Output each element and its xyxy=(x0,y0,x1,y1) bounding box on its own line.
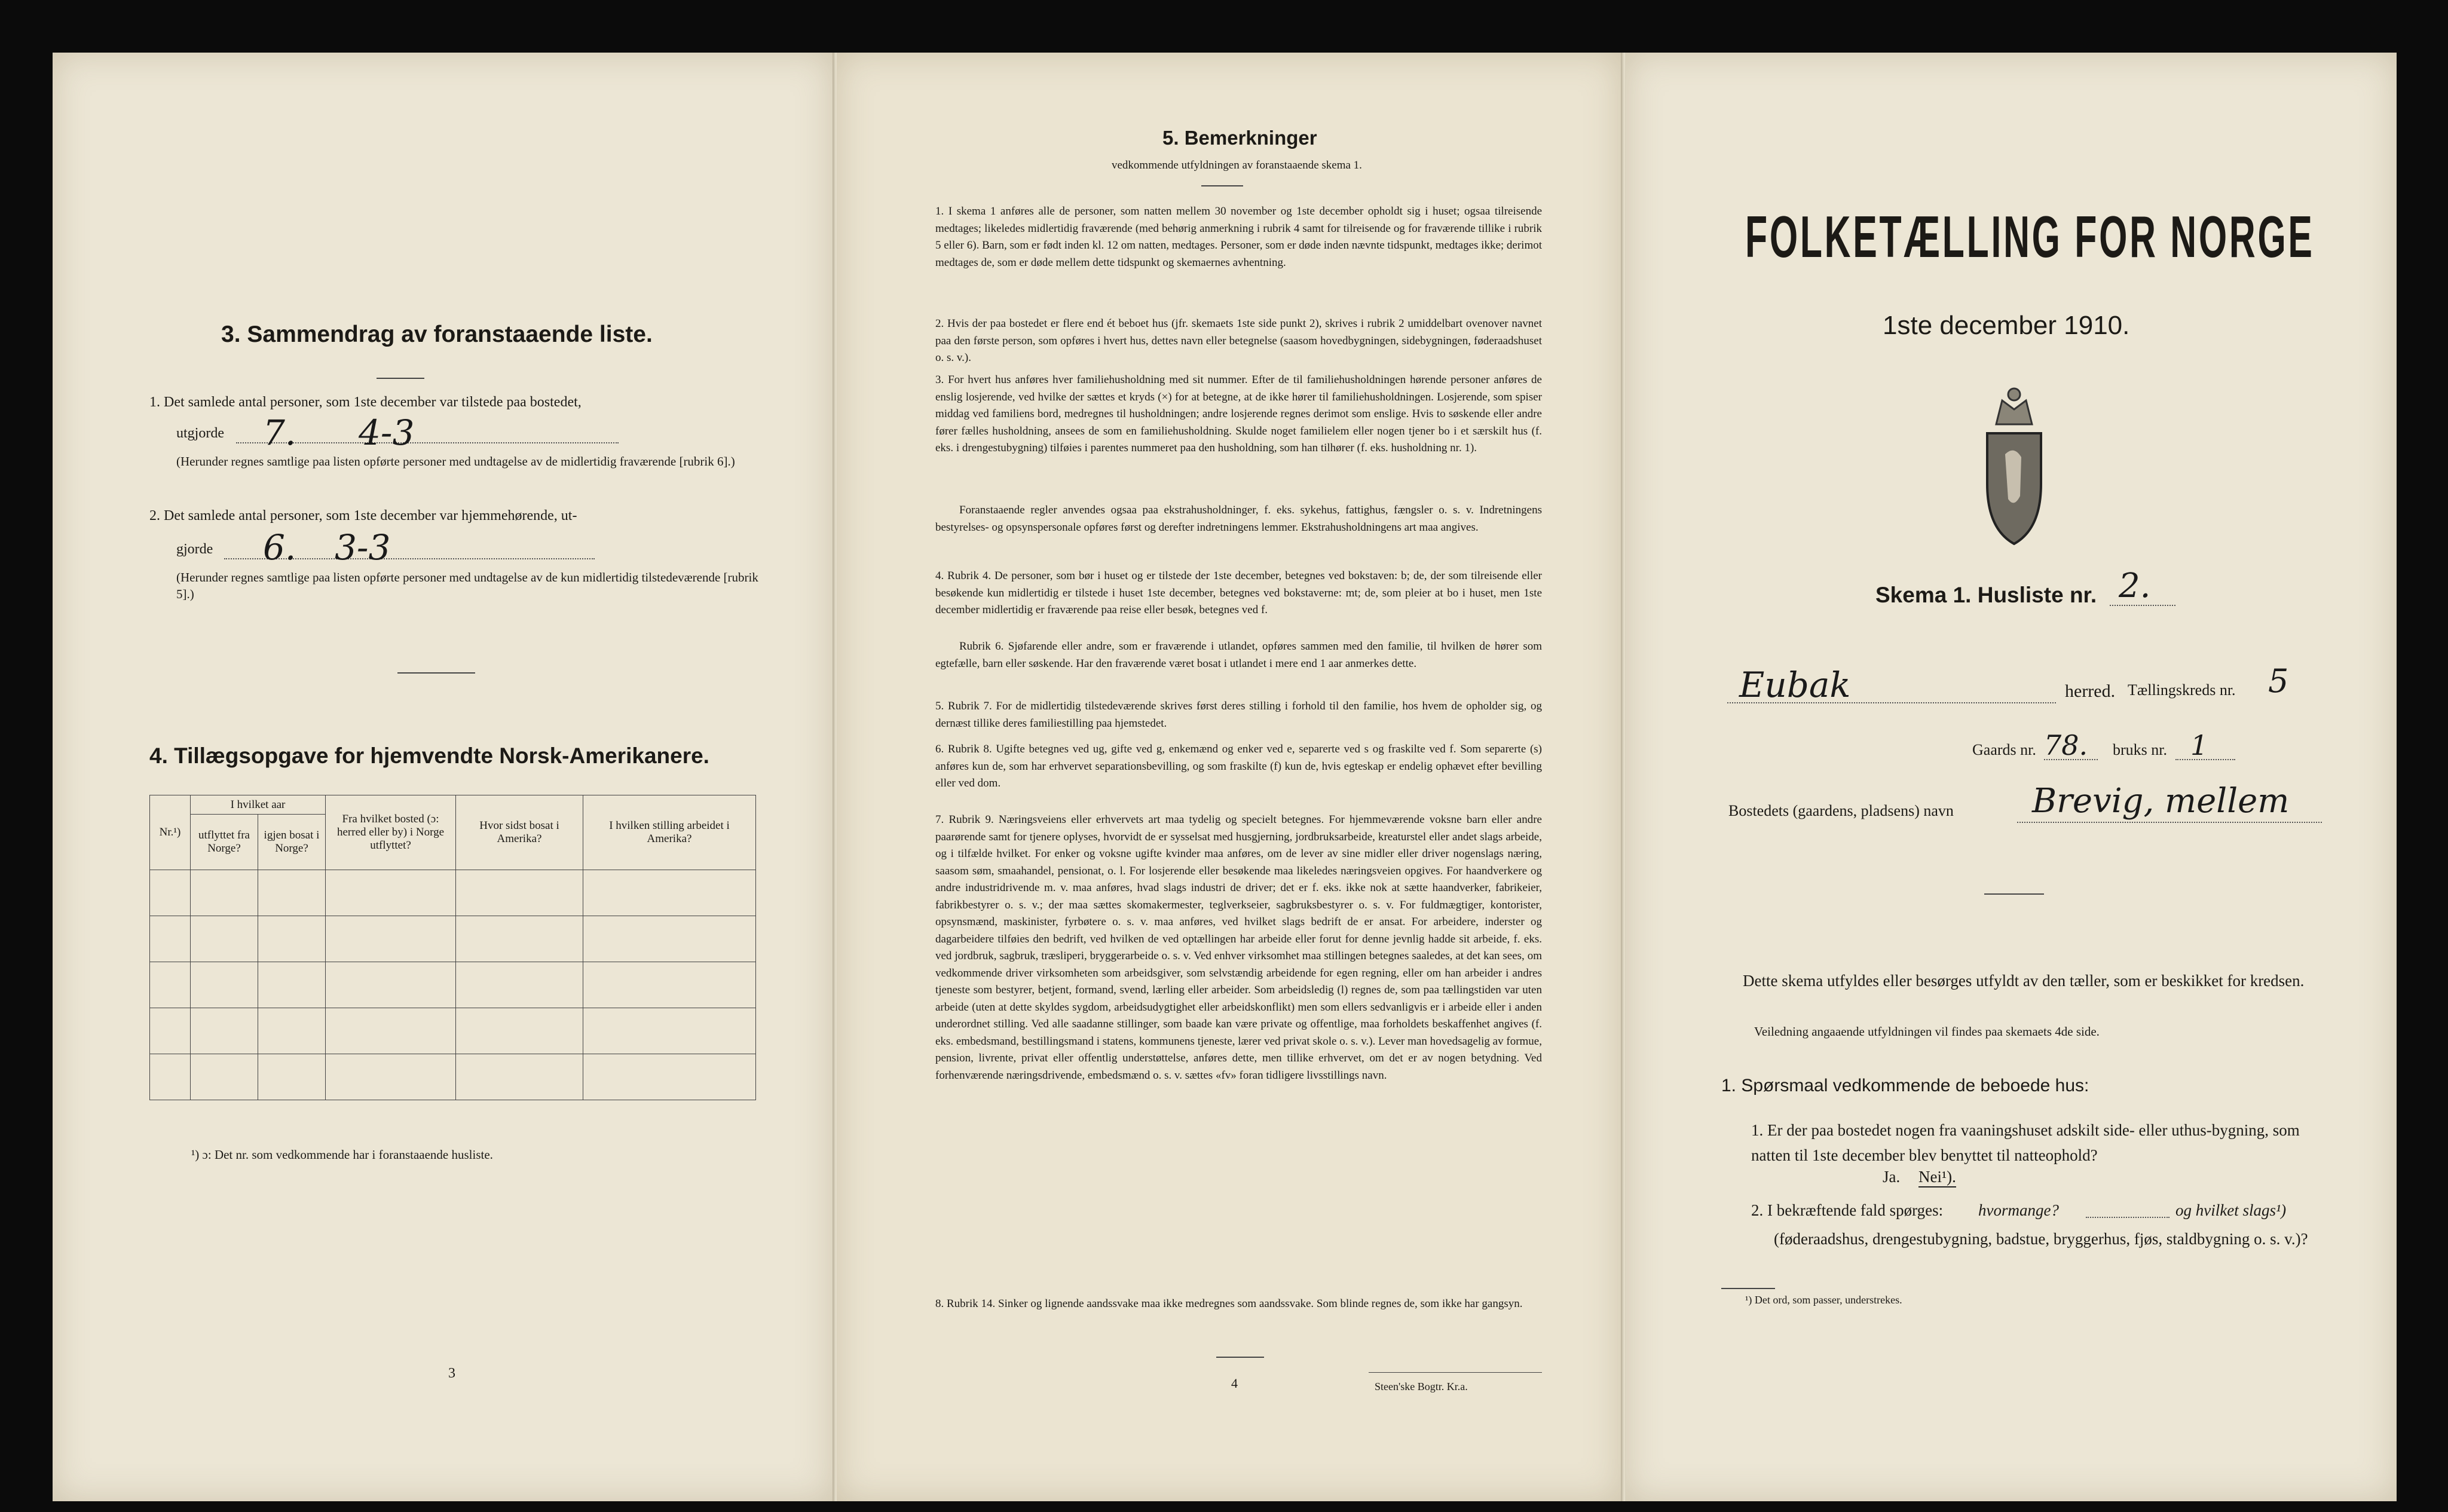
remark-4-rubrik-6: Rubrik 6. Sjøfarende eller andre, som er fraværende i utlandet, opføres sammen med den familie, til hvilken de hører som egtefælle, barn eller søskende. Har den fraværende været bosat i utlandet i mere end 1 aar anmerkes dette. xyxy=(935,640,1542,670)
remark-7: 7. Rubrik 9. Næringsveiens eller erhvervets art maa tydelig og specielt betegnes. For hjemmeværende voksne barn eller andre paarørende samt for tjenere oplyses, hvorvidt de er sysselsat med husgjerning, jordbruksarbeide, kreaturstel eller andet slags arbeide, og i tilfælde hvilket. For enker og voksne ugifte kvinder maa anføres, om de lever av sine midler eller driver nogenslags næring, saasom søm, smaahandel, pensionat, o. l. For losjerende eller besøkende maa likeledes næringsveien opgives. For haandverkere og andre industridrivende m. v. maa anføres, hvad slags industri de driver; det er f. eks. ikke nok at sætte haandverker, fabrikeier, fabrikbestyrer o. s. v.; der maa sættes skomakermester, teglverkseier, sagbruksbestyrer o. s. v. For fuldmægtiger, kontorister, opsynsmænd, maskinister, fyrbøtere o. s. v. maa anføres, ved hvilket slags bedrift de er ansat. For arbeidere, inderster og dagarbeidere tilføies den bedrift, ved hvilken de ved optællingen har arbeide eller forut for denne jevnlig hadde sit arbeide, f. eks. ved jordbruk, sagbruk, træsliperi, bryggerarbeide o. s. v. Ved enhver virksomhet maa stillingen betegnes saaledes, at det kan sees, om vedkommende driver virksomheten som arbeidsgiver, som selvstændig arbeidende for egen regning, eller om han arbeider i andres tjeneste som bestyrer, betjent, formand, svend, lærling eller arbeider. Som arbeidsledig (l) regnes de, som paa tællingstiden var uten arbeide (uten at dette skyldes sygdom, arbeidsudygtighet eller arbeidskonflikt) men som ellers sedvanligvis er i arbeide eller i anden underordnet stilling. Ved alle saadanne stillinger, som baade kan være private og offentlige, maa forholdets beskaffenhet angives (f. eks. embedsmand, bestillingsmand i statens, kommunens tjeneste, lærer ved privat skole o. s. v.). Lever man hovedsagelig av formue, pension, livrente, privat eller offentlig understøttelse, anføres dette, men tillike erhvervet, om det er av nogen betydning. Ved forhenværende næringsdrivende, embedsmænd o. s. v. sættes «fv» foran tidligere livsstillings navn. xyxy=(935,813,1542,1082)
col-year-group: I hvilket aar xyxy=(191,795,326,815)
intro-text: Dette skema utfyldes eller besørges utfyldt av den tæller, som er beskikket for kredsen. xyxy=(1743,972,2305,990)
remarks-subheading: vedkommende utfyldningen av foranstaaende skema 1. xyxy=(1112,159,1362,172)
dotted-line xyxy=(2086,1217,2169,1218)
bruks-label: bruks nr. xyxy=(2113,741,2167,758)
divider xyxy=(1721,1288,1775,1289)
kreds-label: Tællingskreds nr. xyxy=(2128,681,2236,699)
summary-item-1-prefix: utgjorde xyxy=(176,426,224,441)
present-count-handwritten: 7. xyxy=(263,412,296,453)
remark-3-extra: Foranstaaende regler anvendes ogsaa paa ekstrahusholdninger, f. eks. sykehus, fattighus, fængsler o. s. v. Indretningens bestyrelses- og opsynspersonale opføres først og derefter indretningens lemmer. Ekstrahusholdningens art maa angives. xyxy=(935,504,1542,534)
printer-imprint: Steen'ske Bogtr. Kr.a. xyxy=(1375,1381,1468,1392)
skema-label: Skema 1. Husliste nr. xyxy=(1875,583,2097,607)
section-4-heading: 4. Tillægsopgave for hjemvendte Norsk-Amerikanere. xyxy=(149,743,709,768)
section-3-heading: 3. Sammendrag av foranstaaende liste. xyxy=(221,322,653,347)
question-1: 1. Er der paa bostedet nogen fra vaaningshuset adskilt side- eller uthus-bygning, som natten til 1ste december blev benyttet til natteophold? xyxy=(1751,1121,2300,1164)
summary-item-2-prefix: gjorde xyxy=(176,541,213,557)
col-occupation-america: I hvilken stilling arbeidet i Amerika? xyxy=(583,795,756,870)
col-nr: Nr.¹) xyxy=(150,795,191,870)
remark-2: 2. Hvis der paa bostedet er flere end ét beboet hus (jfr. skemaets 1ste side punkt 2), skrives i rubrik 2 umiddelbart ovenover navnet paa den første person, som opføres i hvert hus, dettes navn eller betegnelse (saasom hovedbygningen, sidebygningen, føderaadshuset o. s. v.). xyxy=(935,317,1542,364)
summary-item-2-note: (Herunder regnes samtlige paa listen opførte personer med undtagelse av de kun midlertidig tilstedeværende [rubrik 5].) xyxy=(176,570,758,601)
table-row xyxy=(150,1054,756,1100)
remark-1: 1. I skema 1 anføres alle de personer, som natten mellem 30 november og 1ste december opholdt sig i huset; ogsaa tilreisende medtages; likeledes midlertidig fraværende (med behørig anmerkning i rubrik 4 samt for tilreisende og for fraværende tillike i rubrik 5 eller 6). Barn, som er født inden kl. 12 om natten, medtages. Personer, som er døde inden nævnte tidspunkt, medtages ikke; derimot medtages de, som er døde mellem dette tidspunkt og skemaernes avhentning. xyxy=(935,205,1542,269)
bosted-label: Bostedets (gaardens, pladsens) navn xyxy=(1728,802,1954,819)
q1-no-option-underlined: Nei¹). xyxy=(1918,1168,1956,1187)
remark-4: 4. Rubrik 4. De personer, som bør i huset og er tilstede der 1ste december, betegnes ved bokstaven: b; de, der som tilreisende eller besøkende kun midlertidig er tilstede i huset 1ste december, betegnes ved bokstaverne: mt; de, som pleier at bo i huset, men 1ste december midlertidig er fraværende paa reise eller besøk, betegnes ved f. xyxy=(935,570,1542,616)
question-2-start: 2. I bekræftende fald spørges: xyxy=(1751,1201,1944,1219)
divider xyxy=(1369,1372,1542,1373)
remark-8: 8. Rubrik 14. Sinker og lignende aandssvake maa ikke medregnes som aandssvake. Som blinde regnes de, som ikke har gangsyn. xyxy=(935,1297,1523,1310)
resident-split-handwritten: 3-3 xyxy=(335,527,391,568)
husliste-number-handwritten: 2. xyxy=(2119,567,2151,605)
table-row xyxy=(150,916,756,962)
question-2-howmany: hvormange? xyxy=(1978,1201,2059,1219)
col-from-where: Fra hvilket bosted (ɔ: herred eller by) i Norge utflyttet? xyxy=(326,795,456,870)
kreds-number-handwritten: 5 xyxy=(2268,662,2289,700)
intro-small-text: Veiledning angaaende utfyldningen vil findes paa skemaets 4de side. xyxy=(1754,1024,2100,1039)
divider xyxy=(1201,185,1243,186)
coat-of-arms-icon xyxy=(1978,382,2050,550)
summary-item-1-text: 1. Det samlede antal personer, som 1ste december var tilstede paa bostedet, xyxy=(149,394,582,410)
remark-5: 5. Rubrik 7. For de midlertidig tilstedeværende skrives først deres stilling i forhold til den familie, hos hvem de opholder sig, og dernæst tillike deres familiestilling paa hjemstedet. xyxy=(935,700,1542,730)
resident-count-handwritten: 6. xyxy=(263,527,296,568)
summary-item-2-text: 2. Det samlede antal personer, som 1ste december var hjemmehørende, ut- xyxy=(149,508,577,524)
table-row xyxy=(150,1008,756,1054)
herred-label: herred. xyxy=(2065,681,2116,701)
col-returned: igjen bosat i Norge? xyxy=(258,815,326,870)
present-split-handwritten: 4-3 xyxy=(359,412,415,453)
gaards-number-handwritten: 78. xyxy=(2044,729,2088,761)
remark-3: 3. For hvert hus anføres hver familiehusholdning med sit nummer. Efter de til familiehusholdningen hørende personer anføres de enslig losjerende, ved hvilke der sættes et kryds (×) for at betegne, at de ikke hører til familiehusholdningen. Losjerende, som spiser middag ved familiens bord, medregnes til husholdningen; andre losjerende regnes derimot som enslige. Hvis to søskende eller andre fører fælles husholdning, ansees de som en familiehusholdning. Skulde noget familielem eller nogen tjener bo i et særskilt hus (f. eks. i drengestubygning) tilføies i parentes nummeret paa den husholdning, som han tilhører (f. eks. husholdning nr. 1). xyxy=(935,374,1542,454)
table-footnote: ¹) ɔ: Det nr. som vedkommende har i foranstaaende husliste. xyxy=(191,1147,493,1162)
remarks-heading: 5. Bemerkninger xyxy=(1162,127,1317,149)
divider xyxy=(1216,1357,1264,1358)
questions-heading: 1. Spørsmaal vedkommende de beboede hus: xyxy=(1721,1076,2089,1095)
question-2-kind: og hvilket slags¹) xyxy=(2175,1201,2287,1219)
table-row xyxy=(150,870,756,916)
summary-item-1-note: (Herunder regnes samtlige paa listen opførte personer med undtagelse av de midlertidig fraværende [rubrik 6].) xyxy=(176,454,735,469)
census-title: FOLKETÆLLING FOR NORGE xyxy=(1745,204,2315,270)
dotted-line xyxy=(2017,822,2322,823)
cover-footnote: ¹) Det ord, som passer, understrekes. xyxy=(1745,1294,1902,1306)
page-3-sheet xyxy=(53,53,833,1501)
divider xyxy=(1984,893,2044,895)
bosted-handwritten: Brevig, mellem xyxy=(2032,782,2290,821)
question-2-examples: (føderaadshus, drengestubygning, badstue, bryggerhus, fjøs, staldbygning o. s. v.)? xyxy=(1774,1230,2308,1248)
col-last-america: Hvor sidst bosat i Amerika? xyxy=(456,795,583,870)
herred-handwritten: Eubak xyxy=(1739,665,1851,705)
page-number: 3 xyxy=(448,1366,455,1381)
col-emigrated: utflyttet fra Norge? xyxy=(191,815,258,870)
bruks-number-handwritten: 1 xyxy=(2190,729,2208,761)
q1-yes-option: Ja. xyxy=(1883,1168,1901,1186)
gaards-label: Gaards nr. xyxy=(1972,741,2036,758)
divider xyxy=(397,672,475,674)
divider xyxy=(377,378,424,379)
table-row xyxy=(150,962,756,1008)
page-number: 4 xyxy=(1231,1376,1238,1391)
norwegian-american-table xyxy=(149,795,756,1100)
census-date: 1ste december 1910. xyxy=(1883,311,2130,340)
remark-6: 6. Rubrik 8. Ugifte betegnes ved ug, gifte ved g, enkemænd og enker ved e, separerte ved s og fraskilte ved f. Som separerte (s) anføres kun de, som har erhvervet separationsbevilling, og som fraskilte (f) kun de, hvis egteskap er endelig ophævet efter bevilling eller ved dom. xyxy=(935,743,1542,789)
